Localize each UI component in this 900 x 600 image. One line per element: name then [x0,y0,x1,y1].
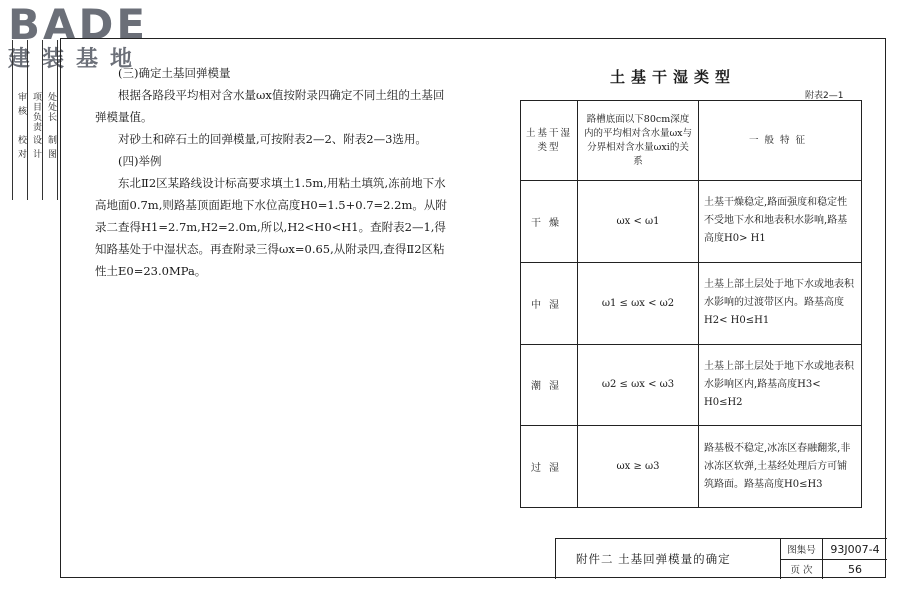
row-feature: 土基上部土层处于地下水或地表积水影响的过渡带区内。路基高度H2< H0≤H1 [699,262,862,344]
row-feature: 路基极不稳定,冰冻区春融翻浆,非冰冻区软弹,土基经处理后方可铺筑路面。路基高度H0≤H3 [699,426,862,508]
paragraph-2: 对砂土和碎石土的回弹模量,可按附表2—2、附表2—3选用。 [118,132,427,146]
page-number: 56 [822,559,887,579]
atlas-number: 93J007-4 [822,539,887,559]
row-condition: ω1 ≤ ωx < ω2 [578,262,699,344]
binding-label: 处处长 [46,92,56,122]
paragraph-3: 东北Ⅱ2区某路线设计标高要求填土1.5m,用粘土填筑,冻前地下水高地面0.7m,则路基顶面距地下水位高度H0=1.5+0.7=2.2m。从附录二查得H1=2.7m,H2=2.0m,所以,H2<H0<H1。查附表2—1,得知路基处于中湿状态。再查附录三得ωx=0.65,从附录四,查得Ⅱ2区粘性土E0=23.0MPa。 [95,176,447,278]
binding-signoff [12,40,58,200]
header-type: 土基干湿类型 [521,101,578,181]
logo-subtitle: 建装基地 [8,47,145,72]
row-condition: ωx ≥ ω3 [578,426,699,508]
row-condition: ω2 ≤ ωx < ω3 [578,344,699,426]
table-row [521,426,862,508]
table-row [521,181,862,263]
row-type: 过湿 [521,426,578,508]
binding-label: 校 对 [16,135,26,159]
table-row [521,344,862,426]
table-ref: 附表2—1 [805,91,844,101]
binding-label: 制 图 [46,135,56,159]
row-feature: 土基上部土层处于地下水或地表积水影响区内,路基高度H3< H0≤H2 [699,344,862,426]
header-condition: 路槽底面以下80cm深度内的平均相对含水量ωx与分界相对含水量ωxi的关系 [578,101,699,181]
row-type: 干燥 [521,181,578,263]
example-heading: (四)举例 [118,154,162,168]
logo-wordmark: BADE [8,0,149,49]
table-title: 土基干湿类型 [610,68,737,86]
atlas-label: 图集号 [780,539,822,559]
row-feature: 土基干燥稳定,路面强度和稳定性不受地下水和地表积水影响,路基高度H0> H1 [699,181,862,263]
table-header-row [521,101,862,181]
section-heading: (三)确定土基回弹模量 [118,66,231,80]
row-type: 中湿 [521,262,578,344]
drawing-title: 附件二 土基回弹模量的确定 [576,552,731,566]
binding-label: 审 核 [16,92,26,116]
header-feature: 一般特征 [699,101,862,181]
title-block [555,538,887,579]
body-text [95,62,450,282]
row-condition: ωx < ω1 [578,181,699,263]
binding-label: 项目负责 [31,92,41,132]
moisture-type-table [520,100,862,508]
binding-label: 设 计 [31,135,41,159]
page-label: 页 次 [780,559,822,579]
paragraph-1: 根据各路段平均相对含水量ωx值按附录四确定不同土组的土基回弹模量值。 [95,88,445,124]
table-row [521,262,862,344]
row-type: 潮湿 [521,344,578,426]
